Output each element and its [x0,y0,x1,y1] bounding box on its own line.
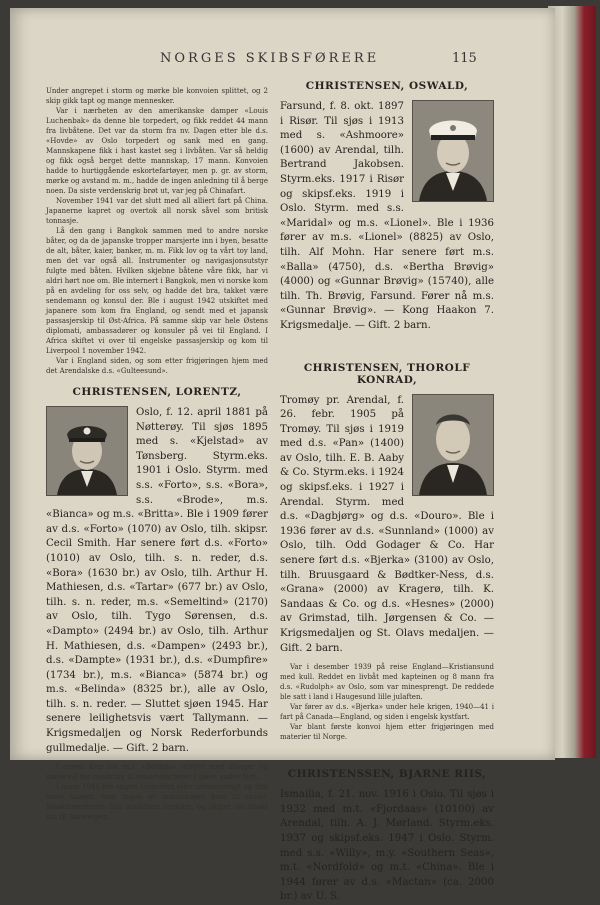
bio-entry-lorentz [46,406,268,756]
bio-footnote: I mars 1945 ble skipet torpedert eller minesprengt og fikk store skader, men ingen av mannskapet kom til skade. Maskinmesteren fikk maskinen brukbar, og skipet ble brakt inn til Antwerpen. [46,783,268,822]
bio-title-oswald: CHRISTENSEN, OSWALD, [305,80,469,92]
bio-title-thorolf: CHRISTENSEN, THOROLF KONRAD, [303,361,471,386]
bio-text-lorentz: Oslo, f. 12. april 1881 på Nøtterøy. Til sjøs 1895 med s. «Kjelstad» av Tønsberg. Styrm.eks. 1901 i Oslo. Styrm. med s.s. «Forto», s.s. «Bora», s.s. «Brode», m.s. «Bianca» og m.s. «Britta». Ble i 1909 fører av d.s. «Forto» (1070) av Oslo, tilh. skipsr. Cecil Smith. Har senere ført d.s. «Forto» (1010) av Oslo, tilh. s. n. reder, d.s. «Bora» (1630 br.) av Oslo, tilh. Arthur H. Mathiesen, d.s. «Tartar» (677 br.) av Oslo, tilh. s. n. reder, m.s. «Semeltind» (2170) av Oslo, tilh. Tygo Sørensen, d.s. «Dampto» (2494 br.) av Oslo, tilh. Arthur H. Mathiesen, d.s. «Dampen» (2493 br.), d.s. «Dampte» (1931 br.), d.s. «Dumpfire» (1734 br.), m.s. «Bianca» (5874 br.) og m.s. «Belinda» (8325 br.), alle av Oslo, tilh. s. n. reder. — Sluttet sjøen 1945. Har senere leilighetsvis vært Tallymann. — Krigsmedaljen og Norsk Rederforbunds gullmedalje. — Gift. 2 barn. [46,407,268,754]
bio-entry-thorolf [280,394,494,657]
intro-paragraph: Var i England siden, og som etter frigjøringen hjem med det Arendalske d.s. «Gulteesund». [46,357,268,375]
intro-paragraph: November 1941 var det slutt med all alliert fart på China. Japanerne kapret og overtok all norsk såvel som britisk tonnasje. [46,197,268,225]
intro-paragraph: Lå den gang i Bangkok sammen med to andre norske båter, og da de japanske tropper marsjerte inn i byen, besatte de alt, båter, kaier, banker, m. m. Fikk lov og ta vårt toy land, men det var også all. Instrumenter og navigasjonsutstyr fulgte med båten. Hvilken skjebne båtene våre fikk, har vi aldri hørt noe om. Ble internert i Bangkok, men vi norske kom på en avdeling for oss selv, og hadde det bra, takket være sendemann og konsul der. Ble i august 1942 utskiftet med japanere som kom fra England, og sendt med et japansk passasjerskip til Øst-Africa. På samme skip var hele Østens diplomati, ambassadører og konsuler på vei til England. I Africa skiftet vi over til engelske passasjerskip og kom til Liverpool 1 november 1942. [46,227,268,355]
bio-footnote: Var i desember 1939 på reise England—Kristiansund med kull. Reddet en livbåt med kapteinen og 8 mann fra d.s. «Rudolph» av Oslo, som var minesprengt. De reddede ble satt i land i Haugesund lille julaften. [280,663,494,702]
book-page [10,8,555,903]
book-page-edges [548,6,596,758]
portrait-oswald [412,100,494,202]
captain-portrait-image [413,395,493,495]
bio-text-bjarne: Ismailia, f. 21. nov. 1916 i Oslo. Til sjøs i 1932 med m.t. «Fjordaas» (10100) av Arendal, tilh. A. J. Mørland. Styrm.eks. 1937 og skipsf.eks. 1947 i Oslo. Styrm. med s.s. «Willy», m.y. «Southern Seas», m.t. «Nordfold» og m.t. «China». Ble i 1944 fører av d.s. «Mactan» (ca. 2000 br.) av U. S. [280,789,494,903]
bio-footnote: Var blant første konvoi hjem etter frigjøringen med materier til Norge. [280,723,494,742]
portrait-thorolf [412,394,494,496]
bio-footnote: Var fører av d.s. «Bjerka» under hele krigen, 1940—41 i fart på Canada—England, og siden i engelsk kystfart. [280,703,494,722]
bio-entry-oswald [280,100,494,334]
bio-text-oswald: Farsund, f. 8. okt. 1897 i Risør. Til sjøs i 1913 med s. «Ashmoore» (1600) av Arendal, tilh. Bertrand Jakobsen. Styrm.eks. 1917 i Risør og skipsf.eks. 1919 i Oslo. Styrm. med s.s. «Maridal» og m.s. «Lionel». Ble i 1936 fører av m.s. «Lionel» (8825) av Oslo, tilh. Alf Mohn. Har senere ført m.s. «Balla» (4750), d.s. «Bertha Brøvig» (4000) og «Gunnar Brøvig» (15740), alle tilh. Th. Brøvig, Farsund. Fører nå m.s. «Gunnar Brøvig». — Kong Haakon 7. Krigsmedalje. — Gift. 2 barn. [280,101,494,331]
bio-footnote: I annen krig ble m.s. «Belinda» utstyrt med slanger og materiell for bunkring til eskortefartøyer i sjøen under fart. [46,763,268,782]
page-header [10,51,555,71]
intro-paragraph: Under angrepet i storm og mørke ble konvoien splittet, og 2 skip gikk tapt og mange mennesker. [46,87,268,105]
left-column [46,86,268,822]
bio-title-bjarne: CHRISTENSSEN, BJARNE RIIS, [287,768,487,781]
intro-paragraph: Var i nærheten av den amerikanske damper «Louis Luchenbak» da denne ble torpedert, og fikk reddet 44 mann fra livbåtene. Det var da storm fra nv. Dagen etter ble d.s. «Hovde» av Oslo torpedert og sank med en gang. Mannskapene fikk i hast kastet seg i livbåten. Var så heldig og fikk også berget dette mannskap, 17 mann. Konvoien hadde to hurtiggående eskortefartøyer, men p. gr. av storm, mørke og avstand m. m., hadde de ingen anledning til å berge noen. Da siste verdenskrig brøt ut, var jeg på Chinafart. [46,107,268,195]
bio-title-lorentz: CHRISTENSEN, LORENTZ, [72,386,242,398]
captain-portrait-image [47,407,127,495]
running-head: NORGES SKIBSFØRERE [160,51,380,66]
right-column [280,80,494,905]
page-number: 115 [452,51,477,66]
portrait-lorentz [46,406,128,496]
captain-portrait-image [413,101,493,201]
bio-text-thorolf: Tromøy pr. Arendal, f. 26. febr. 1905 på Tromøy. Til sjøs i 1919 med d.s. «Pan» (1400) av Oslo, tilh. E. B. Aaby & Co. Styrm.eks. i 1924 og skipsf.eks. i 1927 i Arendal. Styrm. med d.s. «Dagbjørg» og d.s. «Douro». Ble i 1936 fører av d.s. «Sunnland» (1000) av Oslo, tilh. Odd Godager & Co. Har senere ført d.s. «Bjerka» (3100) av Oslo, tilh. Bruusgaard & Bødtker-Ness, d.s. «Grana» (2000) av Kragerø, tilh. K. Sandaas & Co. og d.s. «Hesnes» (2000) av Grimstad, tilh. Jørgensen & Co. — Krigsmedaljen og St. Olavs medaljen. — Gift. 2 barn. [280,394,494,654]
